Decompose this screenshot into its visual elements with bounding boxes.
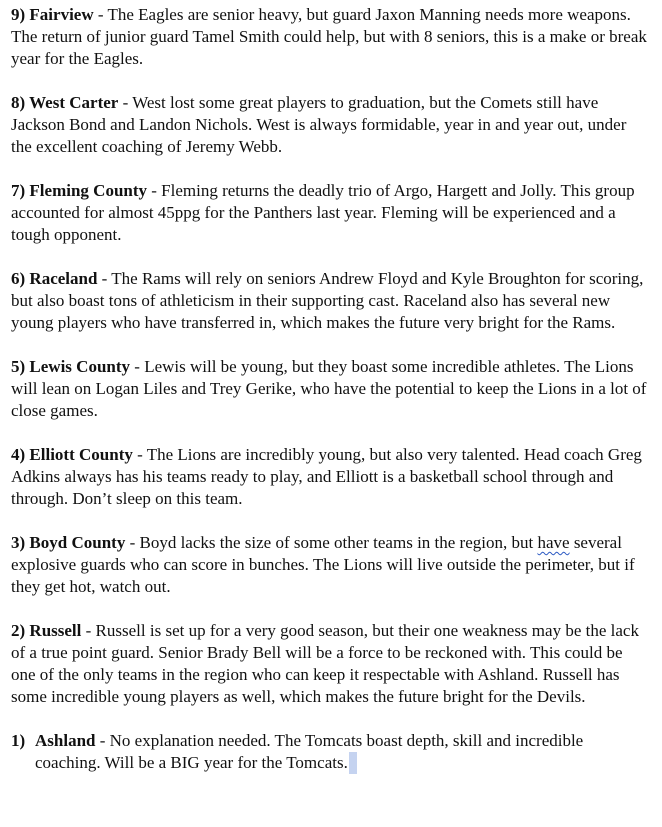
entry-fairview xyxy=(11,4,651,70)
entry-text: - West lost some great players to graduation, but the Comets still have Jackson Bond and Landon Nichols. West is always formidable, year in and year out, under the excellent coaching of Jeremy Webb. xyxy=(11,93,627,156)
team-heading: 3) Boyd County xyxy=(11,533,126,552)
team-heading: 9) Fairview xyxy=(11,5,94,24)
entry-text: - Fleming returns the deadly trio of Argo, Hargett and Jolly. This group accounted for almost 45ppg for the Panthers last year. Fleming will be experienced and a tough opponent. xyxy=(11,181,635,244)
entry-fleming-county xyxy=(11,180,651,246)
entry-raceland xyxy=(11,268,651,334)
team-heading: 7) Fleming County xyxy=(11,181,148,200)
entry-ashland xyxy=(11,730,651,774)
entry-text: several explosive guards who can score in bunches. The Lions will live outside the perimeter, but if they get hot, watch out. xyxy=(11,533,635,596)
entry-lewis-county xyxy=(11,356,651,422)
entry-text: - Russell is set up for a very good season, but their one weakness may be the lack of a true point guard. Senior Brady Bell will be a force to be reckoned with. This could be one of the only teams in the region who can keep it respectable with Ashland. Russell has some incredible young players as well, which makes the future bright for the Devils. xyxy=(11,621,639,706)
entry-text: - The Rams will rely on seniors Andrew Floyd and Kyle Broughton for scoring, but also boast tons of athleticism in their supporting cast. Raceland also has several new young players who have transferred in, which makes the future very bright for the Rams. xyxy=(11,269,644,332)
team-heading: 5) Lewis County xyxy=(11,357,131,376)
entry-boyd-county xyxy=(11,532,651,598)
team-heading: 2) Russell xyxy=(11,621,82,640)
document-body[interactable] xyxy=(11,4,651,796)
spellcheck-flagged-word[interactable]: have xyxy=(537,533,570,552)
list-number: 1) xyxy=(11,731,26,750)
entry-west-carter xyxy=(11,92,651,158)
team-heading: 6) Raceland xyxy=(11,269,98,288)
team-heading: 8) West Carter xyxy=(11,93,119,112)
entry-text: - No explanation needed. The Tomcats boast depth, skill and incredible coaching. Will be a BIG year for the Tomcats. xyxy=(35,731,584,772)
entry-text: - Lewis will be young, but they boast some incredible athletes. The Lions will lean on Logan Liles and Trey Gerike, who have the potential to keep the Lions in a lot of close games. xyxy=(11,357,647,420)
entry-text: - The Lions are incredibly young, but also very talented. Head coach Greg Adkins always has his teams ready to play, and Elliott is a basketball school through and through. Don’t sleep on this team. xyxy=(11,445,642,508)
team-heading: 4) Elliott County xyxy=(11,445,133,464)
entry-text: - The Eagles are senior heavy, but guard Jaxon Manning needs more weapons. The return of junior guard Tamel Smith could help, but with 8 seniors, this is a make or break year for the Eagles. xyxy=(11,5,647,68)
text-cursor xyxy=(349,752,357,774)
entry-text: - Boyd lacks the size of some other teams in the region, but xyxy=(125,533,538,552)
entry-elliott-county xyxy=(11,444,651,510)
entry-russell xyxy=(11,620,651,708)
team-heading: Ashland xyxy=(35,731,96,750)
